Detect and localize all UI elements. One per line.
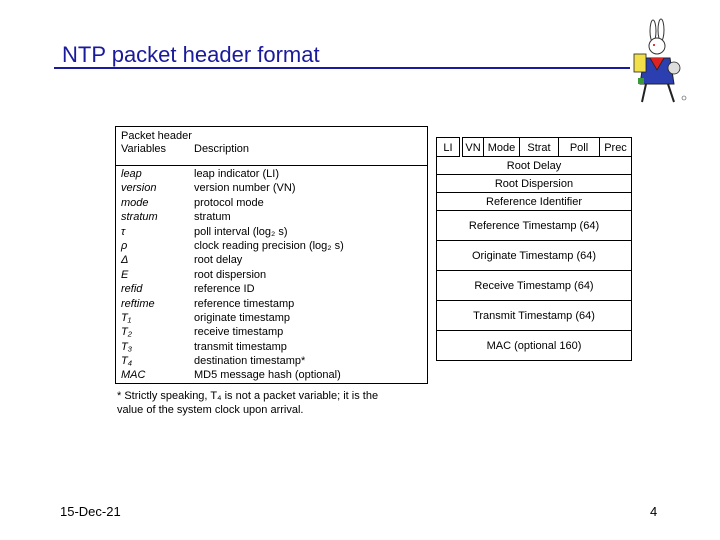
variable-row: [121, 210, 423, 224]
title-underline: [54, 67, 630, 69]
variable-name: ρ: [121, 239, 128, 252]
variable-description: root delay: [194, 254, 243, 267]
variable-row: [121, 181, 423, 195]
slide-title: NTP packet header format: [62, 42, 320, 67]
variable-description: root dispersion: [194, 268, 267, 281]
variable-description: clock reading precision (log₂ s): [194, 239, 344, 252]
variable-name: leap: [121, 168, 142, 180]
header-col1: Variables: [121, 143, 167, 155]
variable-description: poll interval (log₂ s): [194, 225, 288, 238]
variable-description: leap indicator (LI): [194, 168, 279, 180]
variable-description: reference ID: [194, 283, 255, 296]
variable-row: [121, 368, 423, 382]
packet-header-diagram: [436, 137, 632, 361]
slide-date: 15-Dec-21: [60, 504, 121, 519]
header-col2: Description: [194, 143, 250, 155]
field-vn: VN: [462, 137, 484, 157]
variable-description: protocol mode: [194, 196, 264, 209]
variable-name: stratum: [121, 211, 158, 224]
variable-description: stratum: [194, 211, 231, 224]
variable-description: reference timestamp: [194, 297, 295, 310]
variable-name: Δ: [121, 254, 129, 267]
variable-name: T₁: [121, 311, 132, 324]
variables-table-header: [121, 130, 250, 156]
variable-row: [121, 268, 423, 282]
variable-row: [121, 253, 423, 267]
variable-name: MAC: [121, 369, 146, 382]
field-poll: Poll: [558, 137, 600, 157]
field-strat: Strat: [519, 137, 559, 157]
variable-description: MD5 message hash (optional): [194, 369, 341, 382]
variable-name: version: [121, 182, 157, 195]
variable-row: [121, 167, 423, 181]
field-mode: Mode: [483, 137, 520, 157]
page-number: 4: [650, 504, 658, 519]
variable-row: [121, 225, 423, 239]
packet-field-block: Root Delay: [436, 157, 632, 175]
packet-blocks: [436, 157, 632, 361]
packet-field-block: Root Dispersion: [436, 175, 632, 193]
packet-field-block: MAC (optional 160): [436, 331, 632, 361]
packet-field-block: Originate Timestamp (64): [436, 241, 632, 271]
variable-row: [121, 311, 423, 325]
variable-row: [121, 354, 423, 368]
variables-table: [115, 126, 428, 384]
variable-row: [121, 196, 423, 210]
white-rabbit-icon: [626, 18, 688, 104]
packet-field-block: Reference Timestamp (64): [436, 211, 632, 241]
variable-name: T₃: [121, 340, 133, 353]
packet-field-block: Transmit Timestamp (64): [436, 301, 632, 331]
variable-row: [121, 325, 423, 339]
variable-name: mode: [121, 196, 149, 209]
variable-name: T₄: [121, 355, 133, 368]
packet-top-row: [436, 137, 632, 157]
variable-name: reftime: [121, 297, 155, 310]
variable-name: Ε: [121, 268, 129, 281]
variable-row: [121, 340, 423, 354]
variable-description: destination timestamp*: [194, 355, 306, 368]
variables-list: [121, 167, 423, 383]
header-line1: Packet header: [121, 130, 192, 142]
variable-name: T₂: [121, 326, 132, 339]
variable-description: receive timestamp: [194, 326, 284, 339]
variable-row: [121, 239, 423, 253]
variable-description: originate timestamp: [194, 311, 290, 324]
packet-field-block: Reference Identifier: [436, 193, 632, 211]
packet-field-block: Receive Timestamp (64): [436, 271, 632, 301]
variable-description: version number (VN): [194, 182, 296, 195]
variable-name: refid: [121, 283, 143, 296]
variable-row: [121, 282, 423, 296]
variable-row: [121, 297, 423, 311]
variable-description: transmit timestamp: [194, 340, 287, 353]
header-divider: [116, 165, 427, 166]
footnote: * Strictly speaking, T₄ is not a packet variable; it is the value of the system clock upon arrival.: [117, 390, 379, 416]
field-prec: Prec: [599, 137, 632, 157]
variable-name: τ: [121, 225, 126, 238]
field-li: LI: [436, 137, 460, 157]
